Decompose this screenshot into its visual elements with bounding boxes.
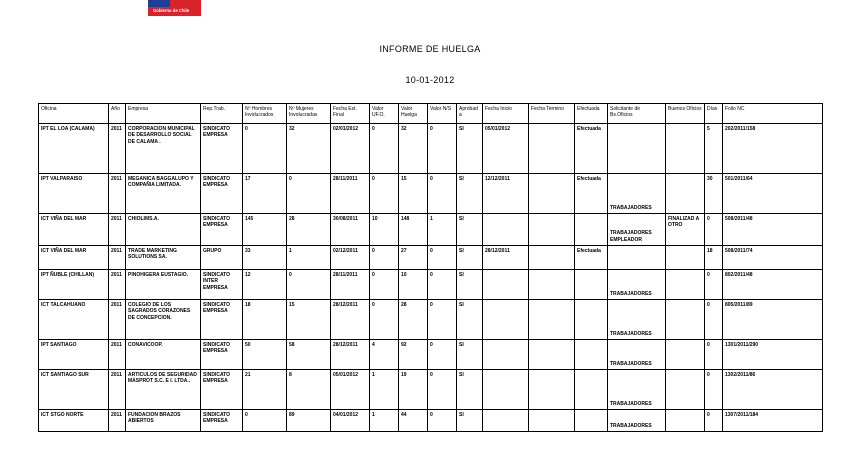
cell-huelga: 19: [399, 370, 428, 410]
cell-buenos: [666, 174, 705, 214]
cell-buenos: [666, 124, 705, 174]
cell-ns: 0: [428, 410, 457, 432]
cell-mujeres: 58: [287, 340, 331, 370]
cell-efectuada: [575, 370, 608, 410]
cell-buenos: [666, 246, 705, 270]
table-row: [39, 124, 823, 174]
cell-inicio: [483, 410, 529, 432]
table-row: [39, 174, 823, 214]
cell-empresa: FUNDACION BRAZOS ABIERTOS: [126, 410, 201, 432]
cell-inicio: [483, 370, 529, 410]
cell-fecha-final: 05/01/2012: [331, 370, 370, 410]
cell-oficina: ICT TALCAHUANO: [39, 300, 109, 340]
cell-rep: GRUPO: [201, 246, 243, 270]
cell-uf: 0: [370, 270, 399, 300]
cell-fecha-final: 04/01/2012: [331, 410, 370, 432]
table-row: [39, 270, 823, 300]
cell-empresa: PINOHIGERA EUSTAGIO.: [126, 270, 201, 300]
cell-ns: 0: [428, 124, 457, 174]
cell-solicitante: TRABAJADORES: [608, 174, 666, 214]
cell-rep: SINDICATO EMPRESA: [201, 214, 243, 246]
cell-termino: [529, 174, 575, 214]
cell-rep: SINDICATO EMPRESA: [201, 370, 243, 410]
cell-fecha-final: 28/12/2011: [331, 340, 370, 370]
cell-folio: 202/2011/158: [723, 124, 823, 174]
cell-fecha-final: 30/08/2011: [331, 214, 370, 246]
cell-huelga: 10: [399, 270, 428, 300]
column-header: Nº Hombres Involucrados: [243, 104, 287, 124]
cell-efectuada: [575, 214, 608, 246]
cell-aprobada: SI: [457, 174, 483, 214]
cell-fecha-final: 02/01/2012: [331, 124, 370, 174]
cell-folio: 508/2011/74: [723, 246, 823, 270]
cell-mujeres: 28: [287, 214, 331, 246]
cell-empresa: CONAVICOOP.: [126, 340, 201, 370]
cell-ns: 0: [428, 370, 457, 410]
cell-fecha-final: 28/11/2011: [331, 270, 370, 300]
cell-aprobada: SI: [457, 246, 483, 270]
column-header: Fecha Est. Final: [331, 104, 370, 124]
cell-solicitante: TRABAJADORES EMPLEADOR: [608, 214, 666, 246]
gobierno-logo: [148, 0, 201, 16]
cell-huelga: 15: [399, 174, 428, 214]
cell-mujeres: 0: [287, 270, 331, 300]
cell-dias: 18: [705, 246, 723, 270]
table-row: [39, 300, 823, 340]
cell-uf: 0: [370, 300, 399, 340]
cell-aprobada: SI: [457, 270, 483, 300]
cell-empresa: ARTICULOS DE SEGURIDAD MASPROT S.C. E I. LTDA..: [126, 370, 201, 410]
cell-empresa: COLEGIO DE LOS SAGRADOS CORAZONES DE CONCEPCION.: [126, 300, 201, 340]
cell-termino: [529, 270, 575, 300]
cell-rep: SINDICATO EMPRESA: [201, 124, 243, 174]
cell-mujeres: 32: [287, 124, 331, 174]
cell-inicio: [483, 214, 529, 246]
column-header: Nº Mujeres Involucradas: [287, 104, 331, 124]
cell-buenos: [666, 370, 705, 410]
cell-efectuada: Efectuada: [575, 174, 608, 214]
column-header: Fecha Termino: [529, 104, 575, 124]
strike-report-table: [38, 103, 823, 432]
cell-oficina: ICT STGO NORTE: [39, 410, 109, 432]
cell-mujeres: 8: [287, 370, 331, 410]
cell-dias: 0: [705, 410, 723, 432]
cell-efectuada: Efectuada: [575, 124, 608, 174]
table-row: [39, 340, 823, 370]
cell-mujeres: 15: [287, 300, 331, 340]
column-header: Empresa: [126, 104, 201, 124]
cell-oficina: IPT EL LOA (CALAMA): [39, 124, 109, 174]
cell-buenos: FINALIZAD A OTRO: [666, 214, 705, 246]
cell-ns: 0: [428, 270, 457, 300]
cell-anio: 2011: [109, 370, 126, 410]
cell-ns: 0: [428, 300, 457, 340]
cell-solicitante: [608, 246, 666, 270]
cell-anio: 2011: [109, 124, 126, 174]
cell-uf: 1: [370, 410, 399, 432]
cell-empresa: MEGANICA BAGGALUPO Y COMPAÑIA LIMITADA.: [126, 174, 201, 214]
cell-hombres: 0: [243, 410, 287, 432]
cell-ns: 0: [428, 340, 457, 370]
table-row: [39, 246, 823, 270]
table-row: [39, 410, 823, 432]
cell-folio: 1302/2011/86: [723, 370, 823, 410]
cell-folio: 501/2011/64: [723, 174, 823, 214]
cell-anio: 2011: [109, 340, 126, 370]
report-title: INFORME DE HUELGA: [379, 44, 481, 54]
cell-mujeres: 0: [287, 174, 331, 214]
cell-oficina: IPT VALPARAISO: [39, 174, 109, 214]
cell-aprobada: SI: [457, 300, 483, 340]
cell-anio: 2011: [109, 300, 126, 340]
cell-anio: 2011: [109, 246, 126, 270]
cell-efectuada: [575, 270, 608, 300]
column-header: Año: [109, 104, 126, 124]
cell-aprobada: SI: [457, 410, 483, 432]
cell-solicitante: [608, 124, 666, 174]
cell-aprobada: SI: [457, 214, 483, 246]
cell-fecha-final: 28/12/2011: [331, 300, 370, 340]
cell-uf: 10: [370, 214, 399, 246]
cell-dias: 30: [705, 174, 723, 214]
logo-flag-block: [148, 0, 170, 7]
cell-inicio: [483, 300, 529, 340]
column-header: Efectuada: [575, 104, 608, 124]
report-date: 10-01-2012: [405, 75, 455, 85]
cell-ns: 1: [428, 214, 457, 246]
cell-uf: 0: [370, 246, 399, 270]
cell-anio: 2011: [109, 410, 126, 432]
cell-dias: 0: [705, 370, 723, 410]
column-header: Valor Huelga: [399, 104, 428, 124]
cell-folio: 1307/2011/184: [723, 410, 823, 432]
table-header-row: [39, 104, 823, 124]
cell-aprobada: SI: [457, 370, 483, 410]
column-header: Rep.Trab.: [201, 104, 243, 124]
cell-buenos: [666, 340, 705, 370]
cell-solicitante: TRABAJADORES: [608, 370, 666, 410]
cell-oficina: IPT SANTIAGO: [39, 340, 109, 370]
cell-hombres: 50: [243, 340, 287, 370]
cell-oficina: ICT SANTIAGO SUR: [39, 370, 109, 410]
column-header: Folio NC: [723, 104, 823, 124]
cell-dias: 0: [705, 340, 723, 370]
cell-inicio: [483, 270, 529, 300]
cell-inicio: 28/12/2011: [483, 246, 529, 270]
cell-huelga: 148: [399, 214, 428, 246]
cell-huelga: 92: [399, 340, 428, 370]
cell-mujeres: 1: [287, 246, 331, 270]
cell-buenos: [666, 270, 705, 300]
cell-rep: SINDICATO EMPRESA: [201, 300, 243, 340]
cell-termino: [529, 214, 575, 246]
cell-dias: 0: [705, 270, 723, 300]
column-header: Días: [705, 104, 723, 124]
table-row: [39, 370, 823, 410]
cell-oficina: IPT ÑUBLE (CHILLAN): [39, 270, 109, 300]
cell-anio: 2011: [109, 174, 126, 214]
cell-dias: 5: [705, 124, 723, 174]
column-header: Valor UF.O.: [370, 104, 399, 124]
cell-empresa: CORPORACION MUNICIPAL DE DESARROLLO SOCIAL DE CALAMA .: [126, 124, 201, 174]
cell-buenos: [666, 300, 705, 340]
cell-efectuada: Efectuada: [575, 246, 608, 270]
cell-anio: 2011: [109, 214, 126, 246]
cell-folio: 802/2011/48: [723, 270, 823, 300]
cell-termino: [529, 300, 575, 340]
cell-folio: 508/2011/48: [723, 214, 823, 246]
cell-termino: [529, 370, 575, 410]
column-header: Oficina: [39, 104, 109, 124]
cell-anio: 2011: [109, 270, 126, 300]
cell-efectuada: [575, 410, 608, 432]
cell-uf: 1: [370, 370, 399, 410]
cell-buenos: [666, 410, 705, 432]
cell-hombres: 33: [243, 246, 287, 270]
cell-termino: [529, 340, 575, 370]
cell-dias: 0: [705, 214, 723, 246]
logo-text: Gobierno de Chile: [153, 8, 190, 13]
table-body: [39, 124, 823, 432]
cell-folio: 805/2011/89: [723, 300, 823, 340]
cell-termino: [529, 124, 575, 174]
column-header: Aprobada: [457, 104, 483, 124]
cell-hombres: 12: [243, 270, 287, 300]
cell-fecha-final: 02/12/2011: [331, 246, 370, 270]
cell-folio: 1301/2011/290: [723, 340, 823, 370]
cell-efectuada: [575, 300, 608, 340]
cell-solicitante: TRABAJADORES: [608, 300, 666, 340]
cell-uf: 4: [370, 340, 399, 370]
cell-hombres: 17: [243, 174, 287, 214]
cell-oficina: ICT VIÑA DEL MAR: [39, 246, 109, 270]
cell-dias: 0: [705, 300, 723, 340]
cell-huelga: 44: [399, 410, 428, 432]
cell-aprobada: SI: [457, 124, 483, 174]
table-row: [39, 214, 823, 246]
cell-huelga: 27: [399, 246, 428, 270]
cell-aprobada: SI: [457, 340, 483, 370]
cell-rep: SINDICATO EMPRESA: [201, 174, 243, 214]
cell-solicitante: TRABAJADORES: [608, 270, 666, 300]
cell-rep: SINDICATO INTER EMPRESA: [201, 270, 243, 300]
cell-ns: 0: [428, 174, 457, 214]
cell-uf: 0: [370, 124, 399, 174]
column-header: Buenos Oficios: [666, 104, 705, 124]
cell-termino: [529, 246, 575, 270]
cell-hombres: 0: [243, 124, 287, 174]
cell-inicio: 05/01/2012: [483, 124, 529, 174]
cell-inicio: [483, 340, 529, 370]
column-header: Fecha Inicio: [483, 104, 529, 124]
cell-huelga: 32: [399, 124, 428, 174]
cell-oficina: ICT VIÑA DEL MAR: [39, 214, 109, 246]
cell-hombres: 145: [243, 214, 287, 246]
cell-efectuada: [575, 340, 608, 370]
cell-inicio: 12/12/2011: [483, 174, 529, 214]
cell-fecha-final: 28/11/2011: [331, 174, 370, 214]
cell-empresa: CHIOLIMS.A.: [126, 214, 201, 246]
cell-huelga: 28: [399, 300, 428, 340]
cell-empresa: TRADE MARKETING SOLUTIONS SA.: [126, 246, 201, 270]
cell-mujeres: 89: [287, 410, 331, 432]
cell-rep: SINDICATO EMPRESA: [201, 410, 243, 432]
cell-hombres: 18: [243, 300, 287, 340]
column-header: Solicitante de Bs.Oficios: [608, 104, 666, 124]
cell-rep: SINDICATO EMPRESA: [201, 340, 243, 370]
column-header: Valor N/S: [428, 104, 457, 124]
cell-termino: [529, 410, 575, 432]
cell-uf: 0: [370, 174, 399, 214]
cell-hombres: 21: [243, 370, 287, 410]
cell-solicitante: TRABAJADORES: [608, 410, 666, 432]
cell-ns: 0: [428, 246, 457, 270]
cell-solicitante: TRABAJADORES: [608, 340, 666, 370]
